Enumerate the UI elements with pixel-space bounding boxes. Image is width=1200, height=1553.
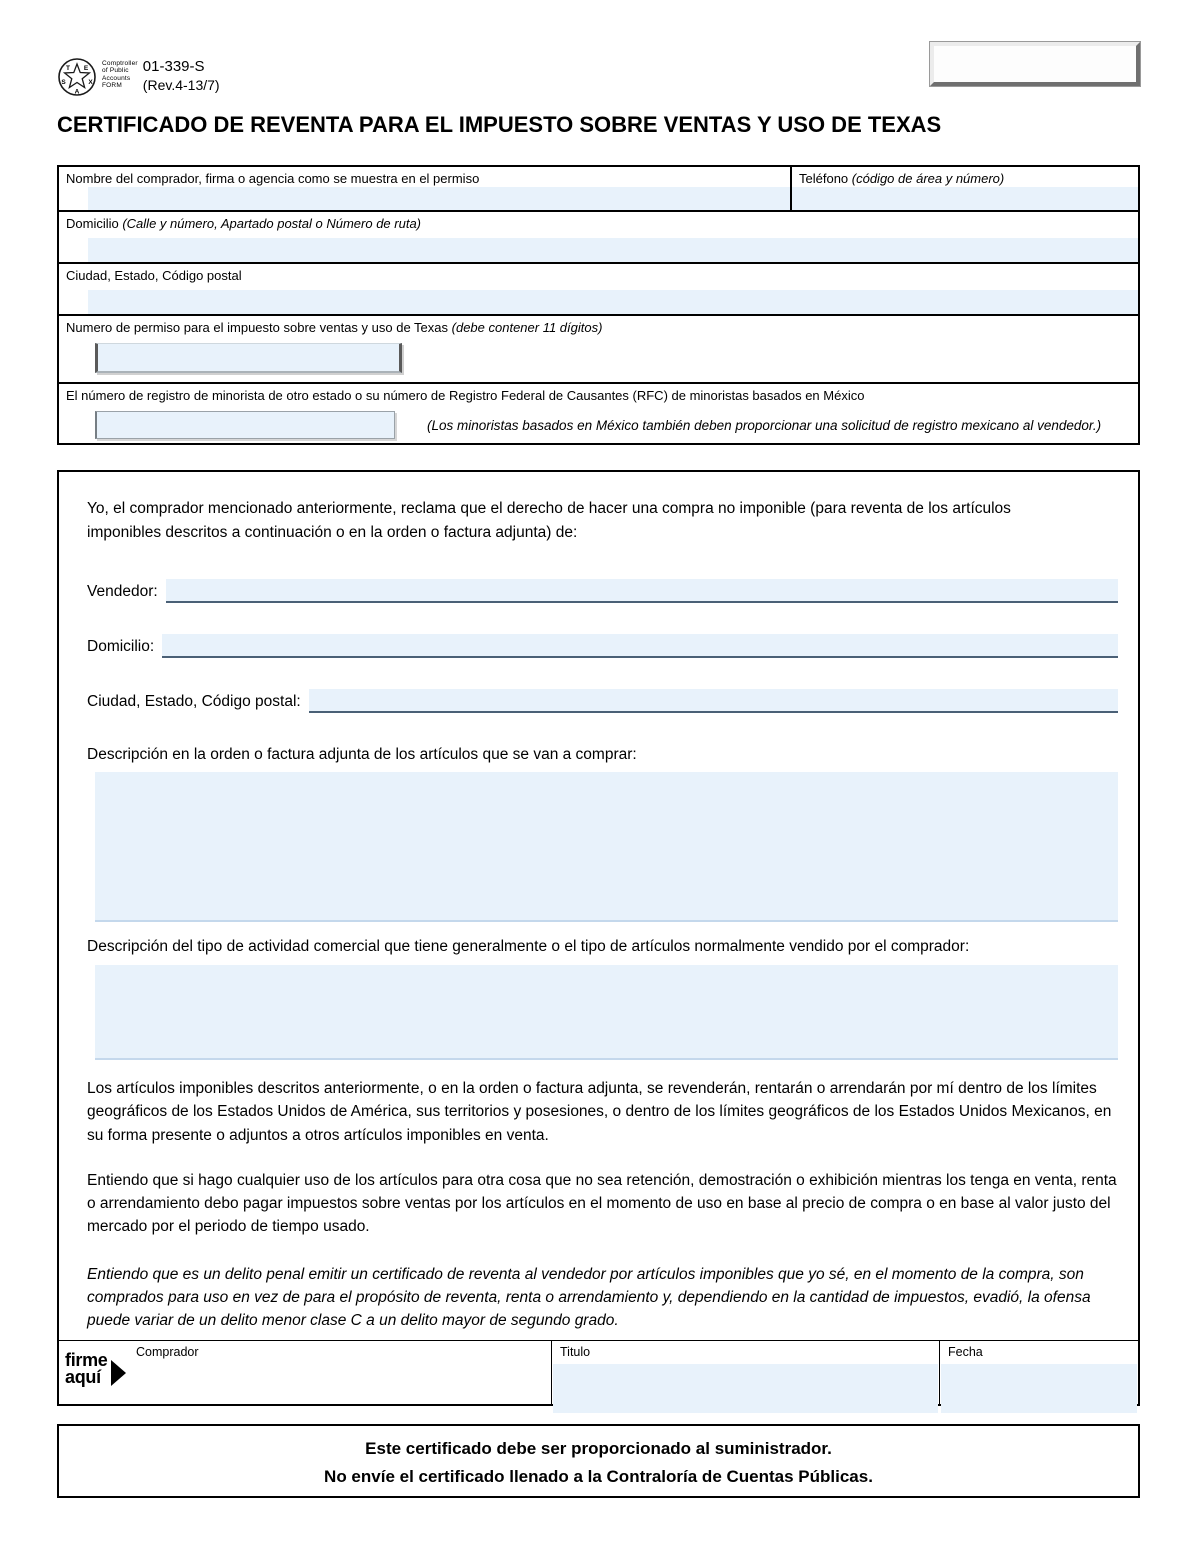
purchaser-signature-cell — [59, 1341, 551, 1404]
table-row — [59, 316, 1138, 384]
seller-city-row — [87, 689, 1118, 713]
table-row — [59, 264, 1138, 316]
date-field[interactable] — [941, 1364, 1137, 1413]
blank-button[interactable] — [930, 42, 1140, 86]
seal-letter: X — [88, 79, 93, 86]
seal-letter: A — [74, 88, 80, 96]
rfc-label: El número de registro de minorista de otro estado o su número de Registro Federal de Causantes (RFC) de minoristas basados en México — [66, 388, 865, 403]
clause-use-tax: Entiendo que si hago cualquier uso de los artículos para otra cosa que no sea retención, demostración o exhibición mientras los tenga en venta, renta o arrendamiento debo pagar impuestos sobre ventas por los artículos en el momento de uso en base al precio de compra o en base al valor justo del mercado por el periodo de tiempo usado. — [87, 1171, 1117, 1236]
resale-certificate-box — [57, 470, 1140, 1406]
form-header — [57, 56, 220, 96]
signature-row — [59, 1340, 1138, 1404]
seller-address-label: Domicilio: — [87, 638, 155, 656]
purchaser-signature-field[interactable] — [179, 1361, 547, 1402]
purchaser-table — [57, 165, 1140, 445]
items-description-textarea[interactable] — [95, 772, 1118, 922]
rfc-field[interactable] — [95, 411, 395, 439]
clause-resale: Los artículos imponibles descritos anteriormente, o en la orden o factura adjunta, se revenderán, rentarán o arrendarán por mí dentro de los límites geográficos de los Estados Unidos de América, sus territorios y posesiones, o dentro de los límites geográficos de los Estados Unidos Mexicanos, en su forma presente o adjuntos a otros artículos imponibles en venta. — [87, 1080, 1112, 1144]
business-description-label: Descripción del tipo de actividad comercial que tiene generalmente o el tipo de artículos normalmente vendido por el comprador: — [87, 938, 970, 956]
buyer-name-field[interactable] — [88, 187, 790, 210]
clause-criminal-offense: Entiendo que es un delito penal emitir un certificado de reventa al vendedor por artículos imponibles que yo sé, en el momento de la compra, son comprados para uso en vez de para el propósito de reventa, renta o arrendamiento y, dependiendo en la cantidad de impuestos, evadió, la ofensa puede variar de un delito menor clase C a un delito mayor de segundo grado. — [87, 1265, 1091, 1330]
permit-number-label: Numero de permiso para el impuesto sobre ventas y uso de Texas (debe contener 11 dígitos) — [66, 320, 603, 335]
seller-address-field[interactable] — [162, 634, 1118, 658]
buyer-city-label: Ciudad, Estado, Código postal — [66, 268, 242, 283]
buyer-address-label: Domicilio (Calle y número, Apartado postal o Número de ruta) — [66, 216, 422, 231]
sign-here-arrow-icon — [111, 1360, 126, 1386]
date-cell — [939, 1341, 1138, 1404]
business-description-textarea[interactable] — [95, 965, 1118, 1060]
title-field[interactable] — [553, 1364, 938, 1413]
rfc-note: (Los minoristas basados en México también deben proporcionar una solicitud de registro mexicano al vendedor.) — [427, 417, 1102, 433]
phone-field[interactable] — [792, 187, 1138, 210]
seal-letter: S — [61, 79, 66, 86]
table-row — [59, 384, 1138, 443]
phone-cell — [792, 167, 1138, 210]
date-label: Fecha — [948, 1345, 983, 1359]
title-label: Titulo — [560, 1345, 591, 1359]
form-number-block — [143, 58, 220, 93]
seller-city-label: Ciudad, Estado, Código postal: — [87, 693, 301, 711]
form-number: 01-339-S — [142, 58, 205, 75]
buyer-city-field[interactable] — [88, 290, 1138, 314]
buyer-name-cell — [59, 167, 792, 210]
page-title: CERTIFICADO DE REVENTA PARA EL IMPUESTO SOBRE VENTAS Y USO DE TEXAS — [57, 112, 942, 137]
seal-letter: E — [83, 65, 89, 72]
table-row — [59, 212, 1138, 264]
notice-line-2: No envíe el certificado llenado a la Contraloría de Cuentas Públicas. — [324, 1467, 873, 1487]
phone-label: Teléfono (código de área y número) — [799, 171, 1005, 186]
form-revision: (Rev.4-13/7) — [142, 77, 220, 93]
title-cell — [551, 1341, 939, 1404]
table-row — [59, 167, 1138, 212]
seller-label: Vendedor: — [87, 583, 158, 601]
buyer-name-label: Nombre del comprador, firma o agencia como se muestra en el permiso — [66, 171, 480, 186]
seller-address-row — [87, 634, 1118, 658]
seal-letter: T — [66, 65, 70, 72]
seller-row — [87, 579, 1118, 603]
items-description-label: Descripción en la orden o factura adjunta de los artículos que se van a comprar: — [87, 746, 637, 764]
seller-city-field[interactable] — [309, 689, 1118, 713]
supplier-notice-box — [57, 1424, 1140, 1498]
certificate-intro-text: Yo, el comprador mencionado anteriormente, reclama que el derecho de hacer una compra no imponible (para reventa de los artículos imponibles descritos a continuación o en la orden o factura adjunta) de: — [87, 500, 1011, 542]
sign-here-label: firme aquí — [65, 1352, 126, 1386]
agency-name: Comptroller of Public Accounts FORM — [102, 60, 138, 90]
purchaser-signature-label: Comprador — [136, 1345, 199, 1359]
buyer-address-field[interactable] — [88, 238, 1138, 262]
seller-field[interactable] — [166, 579, 1118, 603]
comptroller-seal-icon — [57, 56, 97, 96]
notice-line-1: Este certificado debe ser proporcionado al suministrador. — [365, 1439, 832, 1458]
permit-number-field[interactable] — [95, 343, 402, 373]
